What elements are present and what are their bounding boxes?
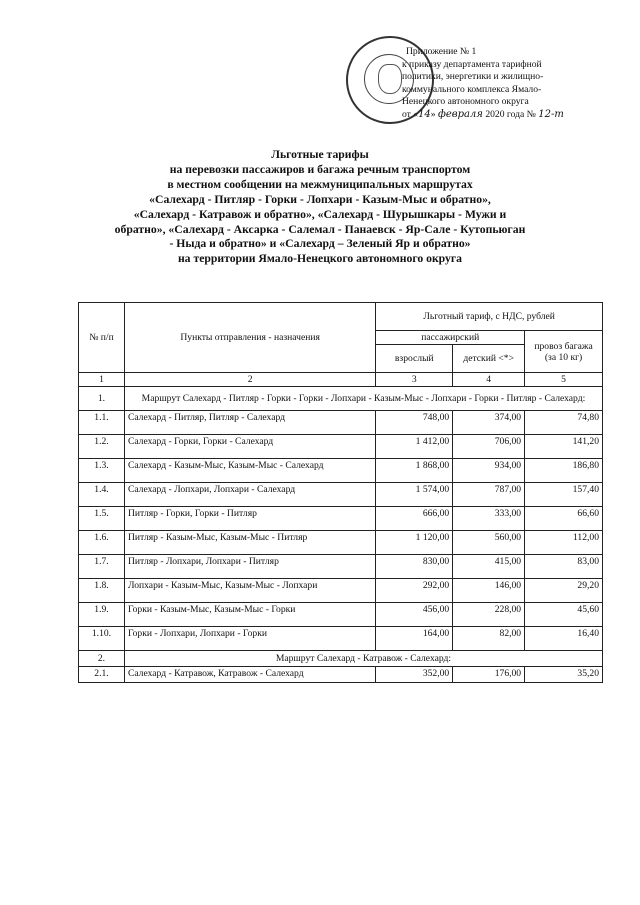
title-line: на территории Ямало-Ненецкого автономного округа bbox=[177, 252, 463, 266]
header-passenger: пассажирский bbox=[376, 331, 525, 345]
section-number: 2. bbox=[79, 651, 125, 667]
row-baggage: 141,20 bbox=[525, 435, 603, 459]
table-row bbox=[79, 603, 603, 627]
row-points: Лопхари - Казым-Мыс, Казым-Мыс - Лопхари bbox=[124, 579, 375, 603]
title-line: в местном сообщении на межмуниципальных маршрутах bbox=[167, 177, 473, 191]
date-month: февраля bbox=[438, 108, 483, 120]
date-mid: » bbox=[430, 108, 436, 120]
date-year: 2020 года № bbox=[485, 108, 536, 120]
table-row bbox=[79, 627, 603, 651]
approval-date-line bbox=[402, 109, 622, 122]
document-title bbox=[40, 148, 600, 267]
table-row bbox=[79, 483, 603, 507]
date-prefix: от « bbox=[402, 108, 419, 120]
table-row bbox=[79, 411, 603, 435]
row-adult: 1 868,00 bbox=[376, 459, 453, 483]
header-number: № п/п bbox=[79, 303, 125, 373]
row-number: 1.1. bbox=[79, 411, 125, 435]
title-line: Льготные тарифы bbox=[271, 148, 369, 161]
section-route: Маршрут Салехард - Катравож - Салехард: bbox=[124, 651, 602, 667]
row-adult: 352,00 bbox=[376, 667, 453, 683]
row-number: 1.9. bbox=[79, 603, 125, 627]
row-baggage: 112,00 bbox=[525, 531, 603, 555]
table-row bbox=[79, 555, 603, 579]
title-line: на перевозки пассажиров и багажа речным транспортом bbox=[169, 162, 471, 176]
approval-line: политики, энергетики и жилищно- bbox=[402, 71, 544, 82]
row-baggage: 83,00 bbox=[525, 555, 603, 579]
row-points: Салехард - Катравож, Катравож - Салехард bbox=[124, 667, 375, 683]
title-line: «Салехард - Питляр - Горки - Лопхари - Казым-Мыс и обратно», bbox=[149, 192, 491, 206]
row-number: 1.4. bbox=[79, 483, 125, 507]
row-baggage: 157,40 bbox=[525, 483, 603, 507]
row-adult: 1 574,00 bbox=[376, 483, 453, 507]
row-baggage: 45,60 bbox=[525, 603, 603, 627]
row-points: Питляр - Лопхари, Лопхари - Питляр bbox=[124, 555, 375, 579]
row-child: 176,00 bbox=[453, 667, 525, 683]
row-number: 1.3. bbox=[79, 459, 125, 483]
row-adult: 1 120,00 bbox=[376, 531, 453, 555]
row-adult: 666,00 bbox=[376, 507, 453, 531]
section-number: 1. bbox=[79, 387, 125, 411]
row-number: 1.8. bbox=[79, 579, 125, 603]
column-number: 2 bbox=[124, 373, 375, 387]
column-number: 5 bbox=[525, 373, 603, 387]
column-number: 1 bbox=[79, 373, 125, 387]
header-tariff: Льготный тариф, с НДС, рублей bbox=[376, 303, 603, 331]
row-child: 787,00 bbox=[453, 483, 525, 507]
header-adult: взрослый bbox=[376, 345, 453, 373]
approval-block bbox=[402, 46, 622, 121]
row-adult: 830,00 bbox=[376, 555, 453, 579]
row-child: 415,00 bbox=[453, 555, 525, 579]
table-row bbox=[79, 579, 603, 603]
row-child: 560,00 bbox=[453, 531, 525, 555]
row-child: 706,00 bbox=[453, 435, 525, 459]
approval-line: Ненецкого автономного округа bbox=[402, 96, 529, 107]
row-number: 1.5. bbox=[79, 507, 125, 531]
row-number: 1.2. bbox=[79, 435, 125, 459]
order-number: 12-т bbox=[538, 108, 564, 120]
date-day: 14 bbox=[418, 108, 431, 120]
row-adult: 164,00 bbox=[376, 627, 453, 651]
approval-line: коммунального комплекса Ямало- bbox=[402, 83, 542, 95]
row-points: Горки - Лопхари, Лопхари - Горки bbox=[124, 627, 375, 651]
row-points: Питляр - Горки, Горки - Питляр bbox=[124, 507, 375, 531]
header-points: Пункты отправления - назначения bbox=[124, 303, 375, 373]
row-points: Салехард - Горки, Горки - Салехард bbox=[124, 435, 375, 459]
row-number: 2.1. bbox=[79, 667, 125, 683]
row-child: 82,00 bbox=[453, 627, 525, 651]
row-points: Салехард - Казым-Мыс, Казым-Мыс - Салехард bbox=[124, 459, 375, 483]
title-line: обратно», «Салехард - Аксарка - Салемал - Панаевск - Яр-Сале - Кутопьюган bbox=[114, 222, 526, 236]
table-row bbox=[79, 507, 603, 531]
header-child: детский <*> bbox=[453, 345, 525, 373]
column-number: 3 bbox=[376, 373, 453, 387]
row-baggage: 74,80 bbox=[525, 411, 603, 435]
row-baggage: 66,60 bbox=[525, 507, 603, 531]
table-row bbox=[79, 667, 603, 683]
title-line: «Салехард - Катравож и обратно», «Салехард - Шурышкары - Мужи и bbox=[133, 207, 507, 221]
row-adult: 748,00 bbox=[376, 411, 453, 435]
table-row bbox=[79, 435, 603, 459]
section-row bbox=[79, 387, 603, 411]
row-points: Салехард - Питляр, Питляр - Салехард bbox=[124, 411, 375, 435]
row-adult: 1 412,00 bbox=[376, 435, 453, 459]
row-child: 146,00 bbox=[453, 579, 525, 603]
tariff-table bbox=[78, 302, 603, 683]
row-child: 934,00 bbox=[453, 459, 525, 483]
section-row bbox=[79, 651, 603, 667]
section-route: Маршрут Салехард - Питляр - Горки - Горки - Лопхари - Казым-Мыс - Лопхари - Горки - Питляр - Салехард: bbox=[124, 387, 602, 411]
row-number: 1.10. bbox=[79, 627, 125, 651]
row-baggage: 35,20 bbox=[525, 667, 603, 683]
appendix-title: Приложение № 1 bbox=[406, 46, 477, 57]
column-number: 4 bbox=[453, 373, 525, 387]
row-baggage: 186,80 bbox=[525, 459, 603, 483]
row-adult: 292,00 bbox=[376, 579, 453, 603]
row-baggage: 16,40 bbox=[525, 627, 603, 651]
row-points: Горки - Казым-Мыс, Казым-Мыс - Горки bbox=[124, 603, 375, 627]
row-child: 228,00 bbox=[453, 603, 525, 627]
row-baggage: 29,20 bbox=[525, 579, 603, 603]
table-row bbox=[79, 531, 603, 555]
row-adult: 456,00 bbox=[376, 603, 453, 627]
row-child: 333,00 bbox=[453, 507, 525, 531]
row-points: Салехард - Лопхари, Лопхари - Салехард bbox=[124, 483, 375, 507]
row-number: 1.7. bbox=[79, 555, 125, 579]
row-points: Питляр - Казым-Мыс, Казым-Мыс - Питляр bbox=[124, 531, 375, 555]
approval-line: к приказу департамента тарифной bbox=[402, 58, 542, 70]
row-number: 1.6. bbox=[79, 531, 125, 555]
table-row bbox=[79, 459, 603, 483]
row-child: 374,00 bbox=[453, 411, 525, 435]
title-line: - Ныда и обратно» и «Салехард – Зеленый Яр и обратно» bbox=[169, 237, 471, 251]
header-baggage: провоз багажа (за 10 кг) bbox=[525, 331, 603, 373]
